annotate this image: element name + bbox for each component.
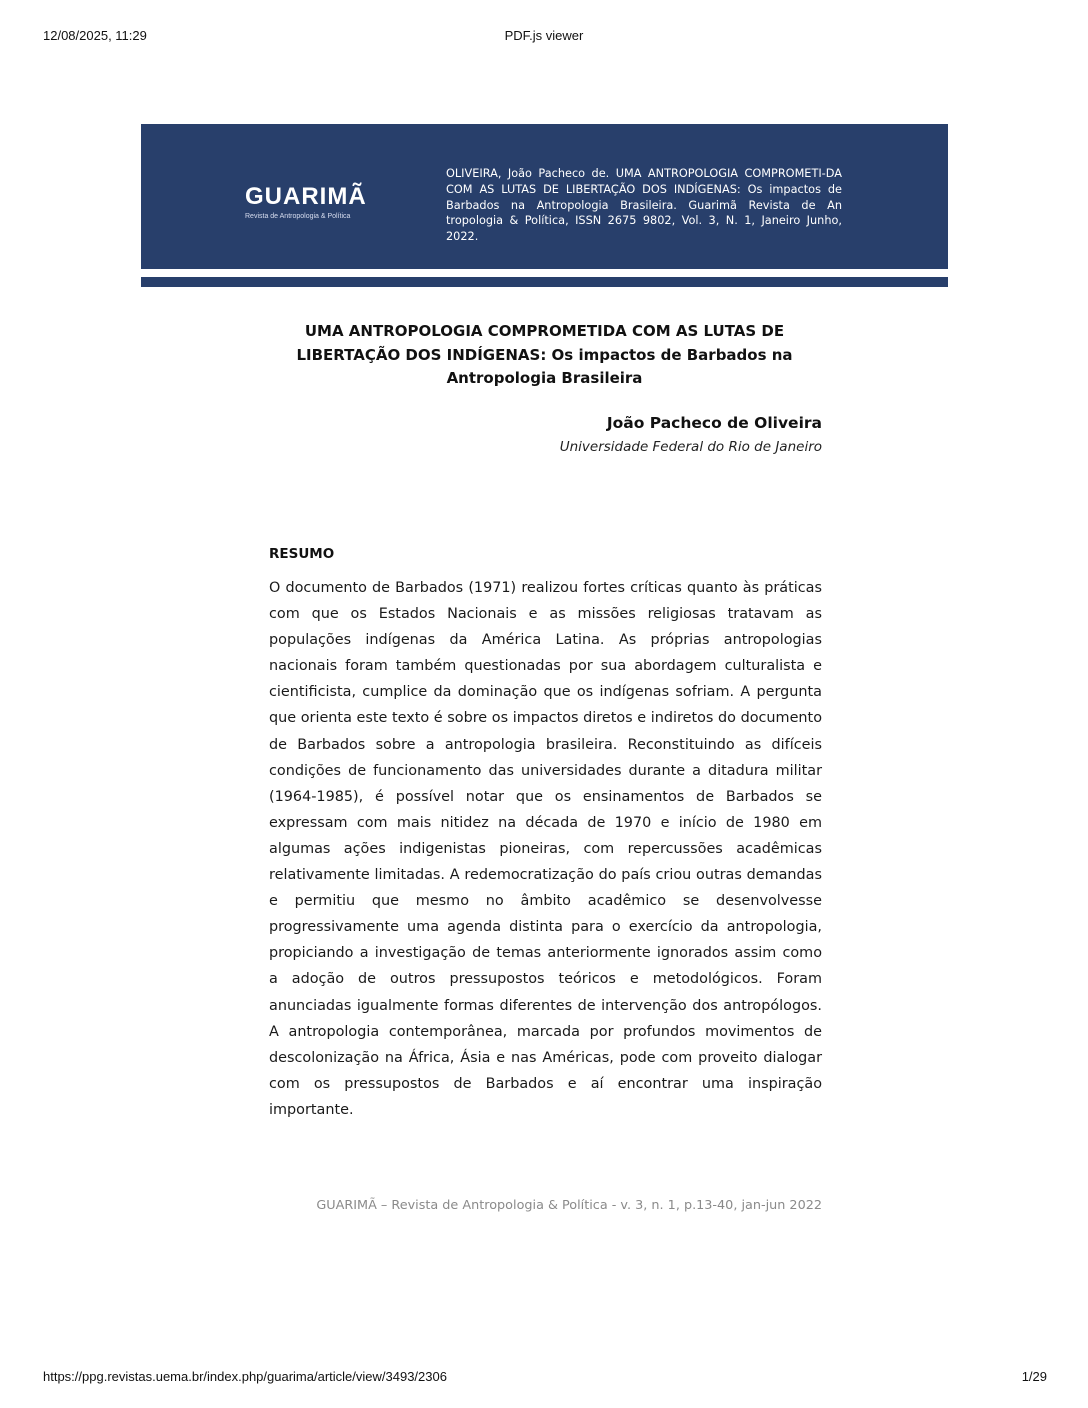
citation-text: OLIVEIRA, João Pacheco de. UMA ANTROPOLOGIA COMPROMETI-DA COM AS LUTAS DE LIBERTAÇÃO DOS INDÍGENAS: Os impactos de Barbados na Antropologia Brasileira. Guarimã Revista de An tropologia & Política, ISSN 2675 9802, Vol. 3, N. 1, Janeiro Junho, 2022.	[446, 167, 842, 244]
print-url: https://ppg.revistas.uema.br/index.php/guarima/article/view/3493/2306	[43, 1369, 447, 1384]
print-page-number: 1/29	[1021, 1369, 1047, 1384]
banner-divider	[141, 277, 948, 287]
abstract-text: O documento de Barbados (1971) realizou fortes críticas quanto às práticas com que os Estados Nacionais e as missões religiosas tratavam as populações indígenas da América Latina. As próprias antropologias nacionais foram também questionadas por sua abordagem culturalista e cientificista, cumplice da dominação que os indígenas sofriam. A pergunta que orienta este texto é sobre os impactos diretos e indiretos do documento de Barbados sobre a antropologia brasileira. Reconstituindo as difíceis condições de funcionamento das universidades durante a ditadura militar (1964-1985), é possível notar que os ensinamentos de Barbados se expressam com mais nitidez na década de 1970 e início de 1980 em algumas ações indigenistas pioneiras, com repercussões acadêmicas relativamente limitadas. A redemocratização do país criou outras demandas e permitiu que mesmo no âmbito acadêmico se desenvolvesse progressivamente uma agenda distinta para o exercício da antropologia, propiciando a investigação de temas anteriormente ignorados assim como a adoção de outros pressupostos teóricos e metodológicos. Foram anunciadas igualmente formas diferentes de intervenção dos antropólogos. A antropologia contemporânea, marcada por profundos movimentos de descolonização na África, Ásia e nas Américas, pode com proveito dialogar com os pressupostos de Barbados e aí encontrar uma inspiração importante.	[269, 580, 822, 1118]
print-page-title: PDF.js viewer	[504, 28, 584, 43]
author-affiliation: Universidade Federal do Rio de Janeiro	[559, 439, 822, 455]
article-title: UMA ANTROPOLOGIA COMPROMETIDA COM AS LUTAS DE LIBERTAÇÃO DOS INDÍGENAS: Os impactos de Barbados na Antropologia Brasileira	[296, 322, 793, 387]
abstract-heading: RESUMO	[269, 546, 335, 562]
print-datetime: 12/08/2025, 11:29	[43, 28, 147, 43]
journal-footer: GUARIMÃ – Revista de Antropologia & Política - v. 3, n. 1, p.13-40, jan-jun 2022	[316, 1198, 822, 1213]
logo-subtitle: Revista de Antropologia & Política	[245, 213, 351, 220]
journal-logo	[245, 184, 367, 222]
logo-title: GUARIMÃ	[245, 183, 367, 210]
author-name: João Pacheco de Oliveira	[606, 414, 822, 432]
journal-banner	[141, 124, 948, 269]
